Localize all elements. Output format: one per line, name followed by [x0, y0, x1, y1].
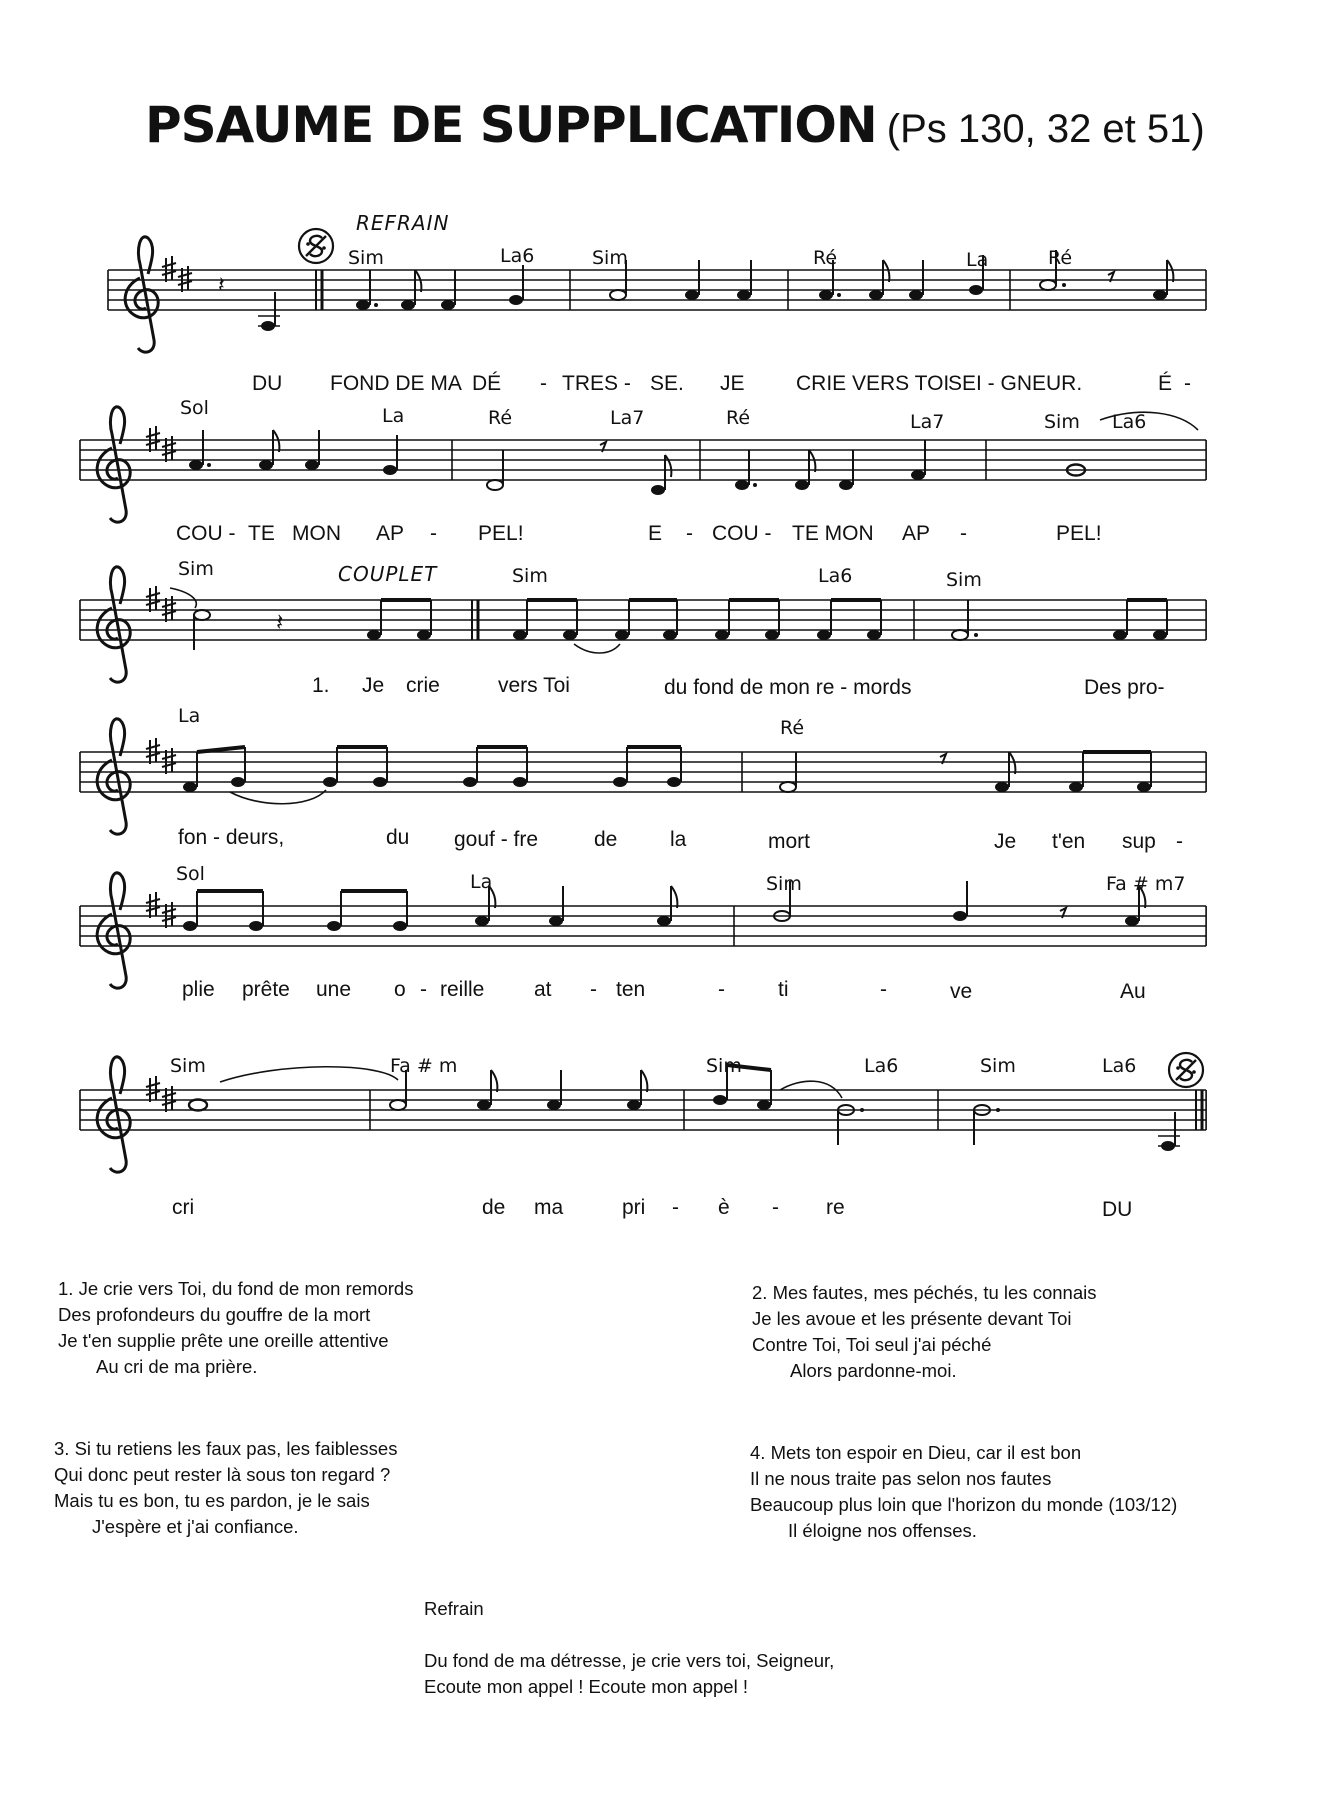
lyric-syllable: TE — [248, 522, 275, 545]
lyric-syllable: at — [534, 978, 552, 1001]
chord-symbol: La6 — [818, 565, 853, 587]
segno-icon — [299, 229, 333, 263]
lyric-syllable: AP — [376, 522, 405, 545]
lyric-syllable: fon - deurs, — [178, 826, 285, 849]
lyric-syllable: re — [826, 1196, 845, 1219]
lyric-syllable: TE MON — [792, 522, 874, 545]
lyric-syllable: 1. — [312, 674, 330, 697]
lyric-syllable: de — [482, 1196, 506, 1219]
chord-symbol: Ré — [813, 247, 838, 269]
lyric-syllable: - — [880, 978, 887, 1001]
staff-system-1 — [108, 237, 1206, 352]
lyric-syllable: Je — [362, 674, 385, 697]
lyric-syllable: - — [718, 978, 725, 1001]
key-signature-sharps — [162, 256, 192, 292]
chord-symbol: Ré — [488, 407, 513, 429]
lyric-syllable: AP — [902, 522, 931, 545]
lyric-syllable: sup — [1122, 830, 1156, 853]
chord-row-2 — [180, 397, 1146, 433]
lyric-syllable: reille — [440, 978, 485, 1001]
chord-symbol: Sol — [176, 863, 205, 885]
chord-symbol: Sim — [980, 1055, 1016, 1077]
lyric-syllable: du — [386, 826, 410, 849]
lyric-syllable: - — [686, 522, 693, 545]
chord-symbol: Ré — [726, 407, 751, 429]
chord-symbol: Fa # m7 — [1106, 873, 1186, 895]
chord-row-4 — [178, 705, 804, 739]
refrain-line: Ecoute mon appel ! Ecoute mon appel ! — [424, 1676, 748, 1697]
lyric-syllable: PEL! — [1056, 522, 1102, 545]
lyric-syllable: - — [960, 522, 967, 545]
lyric-syllable: mort — [768, 830, 810, 853]
chord-symbol: Sim — [592, 247, 628, 269]
verse-3 — [54, 1436, 397, 1540]
refrain-line: Du fond de ma détresse, je crie vers toi, Seigneur, — [424, 1650, 835, 1671]
title-main: PSAUME DE SUPPLICATION — [145, 96, 877, 154]
lyric-syllable: de — [594, 828, 618, 851]
chord-symbol: Sim — [170, 1055, 206, 1077]
lyric-syllable: - — [430, 522, 437, 545]
lyric-syllable: - — [1176, 830, 1183, 853]
verse-line: Qui donc peut rester là sous ton regard ? — [54, 1464, 391, 1485]
chord-symbol: La7 — [610, 407, 645, 429]
chord-row-5 — [176, 863, 1185, 895]
lyric-syllable: E — [648, 522, 663, 545]
lyric-syllable: gouf - fre — [454, 828, 539, 851]
chord-symbol: La6 — [864, 1055, 899, 1077]
lyric-syllable: JE — [720, 372, 745, 395]
lyric-row-3 — [312, 674, 1165, 699]
chord-symbol: Ré — [1048, 247, 1073, 269]
lyric-syllable: - — [540, 372, 547, 395]
lyric-syllable: Des pro- — [1084, 676, 1165, 699]
lyric-syllable: o — [394, 978, 406, 1001]
treble-clef-icon — [125, 237, 158, 352]
lyric-syllable: t'en — [1052, 830, 1086, 853]
verse-line: 4. Mets ton espoir en Dieu, car il est bon — [750, 1442, 1082, 1463]
lyric-syllable: è — [718, 1196, 730, 1219]
verse-line: Il éloigne nos offenses. — [788, 1520, 977, 1541]
lyric-syllable: vers Toi — [498, 674, 570, 697]
verse-2 — [752, 1280, 1096, 1384]
chord-symbol: La6 — [1112, 411, 1147, 433]
verse-line: Alors pardonne-moi. — [790, 1360, 957, 1381]
lyric-syllable: prête — [242, 978, 290, 1001]
chord-symbol: La — [382, 405, 405, 427]
lyric-syllable: la — [670, 828, 687, 851]
staff-system-3 — [80, 567, 1206, 682]
lyric-syllable: Au — [1120, 980, 1146, 1003]
verse-line: Beaucoup plus loin que l'horizon du monde (103/12) — [750, 1494, 1178, 1515]
lyric-syllable: cri — [172, 1196, 195, 1219]
segno-icon — [1169, 1053, 1203, 1087]
refrain-text — [424, 1596, 834, 1700]
lyric-syllable: une — [316, 978, 352, 1001]
lyric-syllable: - — [1184, 372, 1191, 395]
lyric-syllable: TRES - — [562, 372, 631, 395]
verse-line: Mais tu es bon, tu es pardon, je le sais — [54, 1490, 370, 1511]
lyric-syllable: crie — [406, 674, 440, 697]
verse-line: 2. Mes fautes, mes péchés, tu les connais — [752, 1282, 1097, 1303]
title-subtitle: (Ps 130, 32 et 51) — [886, 107, 1205, 151]
lyric-syllable: DU — [1102, 1198, 1133, 1221]
chord-symbol: Sim — [706, 1055, 742, 1077]
lyric-syllable: CRIE VERS TOI — [796, 372, 950, 395]
chord-symbol: Sol — [180, 397, 209, 419]
lyric-syllable: ten — [616, 978, 646, 1001]
lyric-syllable: SE. — [650, 372, 684, 395]
lyric-syllable: - — [672, 1196, 679, 1219]
verse-line: Je t'en supplie prête une oreille attentive — [58, 1330, 389, 1351]
verse-line: Au cri de ma prière. — [96, 1356, 258, 1377]
chord-symbol: La6 — [500, 245, 535, 267]
lyric-syllable: ti — [778, 978, 789, 1001]
lyric-syllable: - — [590, 978, 597, 1001]
lyric-syllable: COU - — [176, 522, 236, 545]
verse-line: Des profondeurs du gouffre de la mort — [58, 1304, 371, 1325]
chord-symbol: La — [178, 705, 201, 727]
lyric-syllable: - — [420, 978, 427, 1001]
verse-line: Il ne nous traite pas selon nos fautes — [750, 1468, 1052, 1489]
lyric-syllable: PEL! — [478, 522, 524, 545]
lyric-syllable: MON — [292, 522, 341, 545]
chord-row-3 — [178, 558, 982, 591]
verse-1 — [58, 1276, 413, 1380]
verse-4 — [750, 1440, 1177, 1544]
lyric-row-4 — [178, 826, 1183, 853]
chord-symbol: Sim — [766, 873, 802, 895]
lyric-syllable: Je — [994, 830, 1017, 853]
lyric-syllable: DU — [252, 372, 283, 395]
chord-symbol: La — [470, 871, 493, 893]
chord-symbol: Ré — [780, 717, 805, 739]
lyric-syllable: FOND DE MA — [330, 372, 462, 395]
staff-system-4 — [80, 719, 1206, 834]
lyric-row-1 — [252, 372, 1191, 395]
lyric-syllable: ma — [534, 1196, 564, 1219]
chord-symbol: La6 — [1102, 1055, 1137, 1077]
lyric-syllable: - — [772, 1196, 779, 1219]
lyric-syllable: SEI - GNEUR. — [948, 372, 1083, 395]
lyric-syllable: du fond de mon re - mords — [664, 676, 912, 699]
chord-row-1 — [348, 245, 1072, 271]
lyric-row-6 — [172, 1196, 1132, 1221]
lyric-row-2 — [176, 522, 1102, 545]
chord-symbol: Sim — [1044, 411, 1080, 433]
chord-row-6 — [170, 1055, 1136, 1077]
staff-system-6 — [80, 1057, 1206, 1172]
lyric-row-5 — [182, 978, 1146, 1003]
refrain-label: Refrain — [424, 1598, 484, 1619]
chord-symbol: La — [966, 249, 989, 271]
chord-symbol: Sim — [348, 247, 384, 269]
chord-symbol: La7 — [910, 411, 945, 433]
section-label-refrain: REFRAIN — [356, 211, 450, 235]
verse-line: 3. Si tu retiens les faux pas, les faiblesses — [54, 1438, 398, 1459]
lyric-syllable: pri — [622, 1196, 646, 1219]
lyric-syllable: DÉ — [472, 372, 502, 395]
chord-symbol: Sim — [512, 565, 548, 587]
lyric-syllable: ve — [950, 980, 973, 1003]
lyric-syllable: É — [1158, 372, 1173, 395]
verse-line: J'espère et j'ai confiance. — [92, 1516, 299, 1537]
chord-symbol: Fa # m — [390, 1055, 458, 1077]
svg-text:𝄽: 𝄽 — [276, 608, 284, 636]
staff-system-5 — [80, 873, 1206, 988]
svg-text:𝄽: 𝄽 — [218, 273, 225, 298]
verse-line: 1. Je crie vers Toi, du fond de mon remords — [58, 1278, 414, 1299]
lyric-syllable: plie — [182, 978, 215, 1001]
verse-line: Je les avoue et les présente devant Toi — [752, 1308, 1072, 1329]
verse-line: Contre Toi, Toi seul j'ai péché — [752, 1334, 992, 1355]
section-label-couplet: COUPLET — [338, 562, 438, 586]
lyric-syllable: COU - — [712, 522, 772, 545]
chord-symbol: Sim — [946, 569, 982, 591]
chord-symbol: Sim — [178, 558, 214, 580]
